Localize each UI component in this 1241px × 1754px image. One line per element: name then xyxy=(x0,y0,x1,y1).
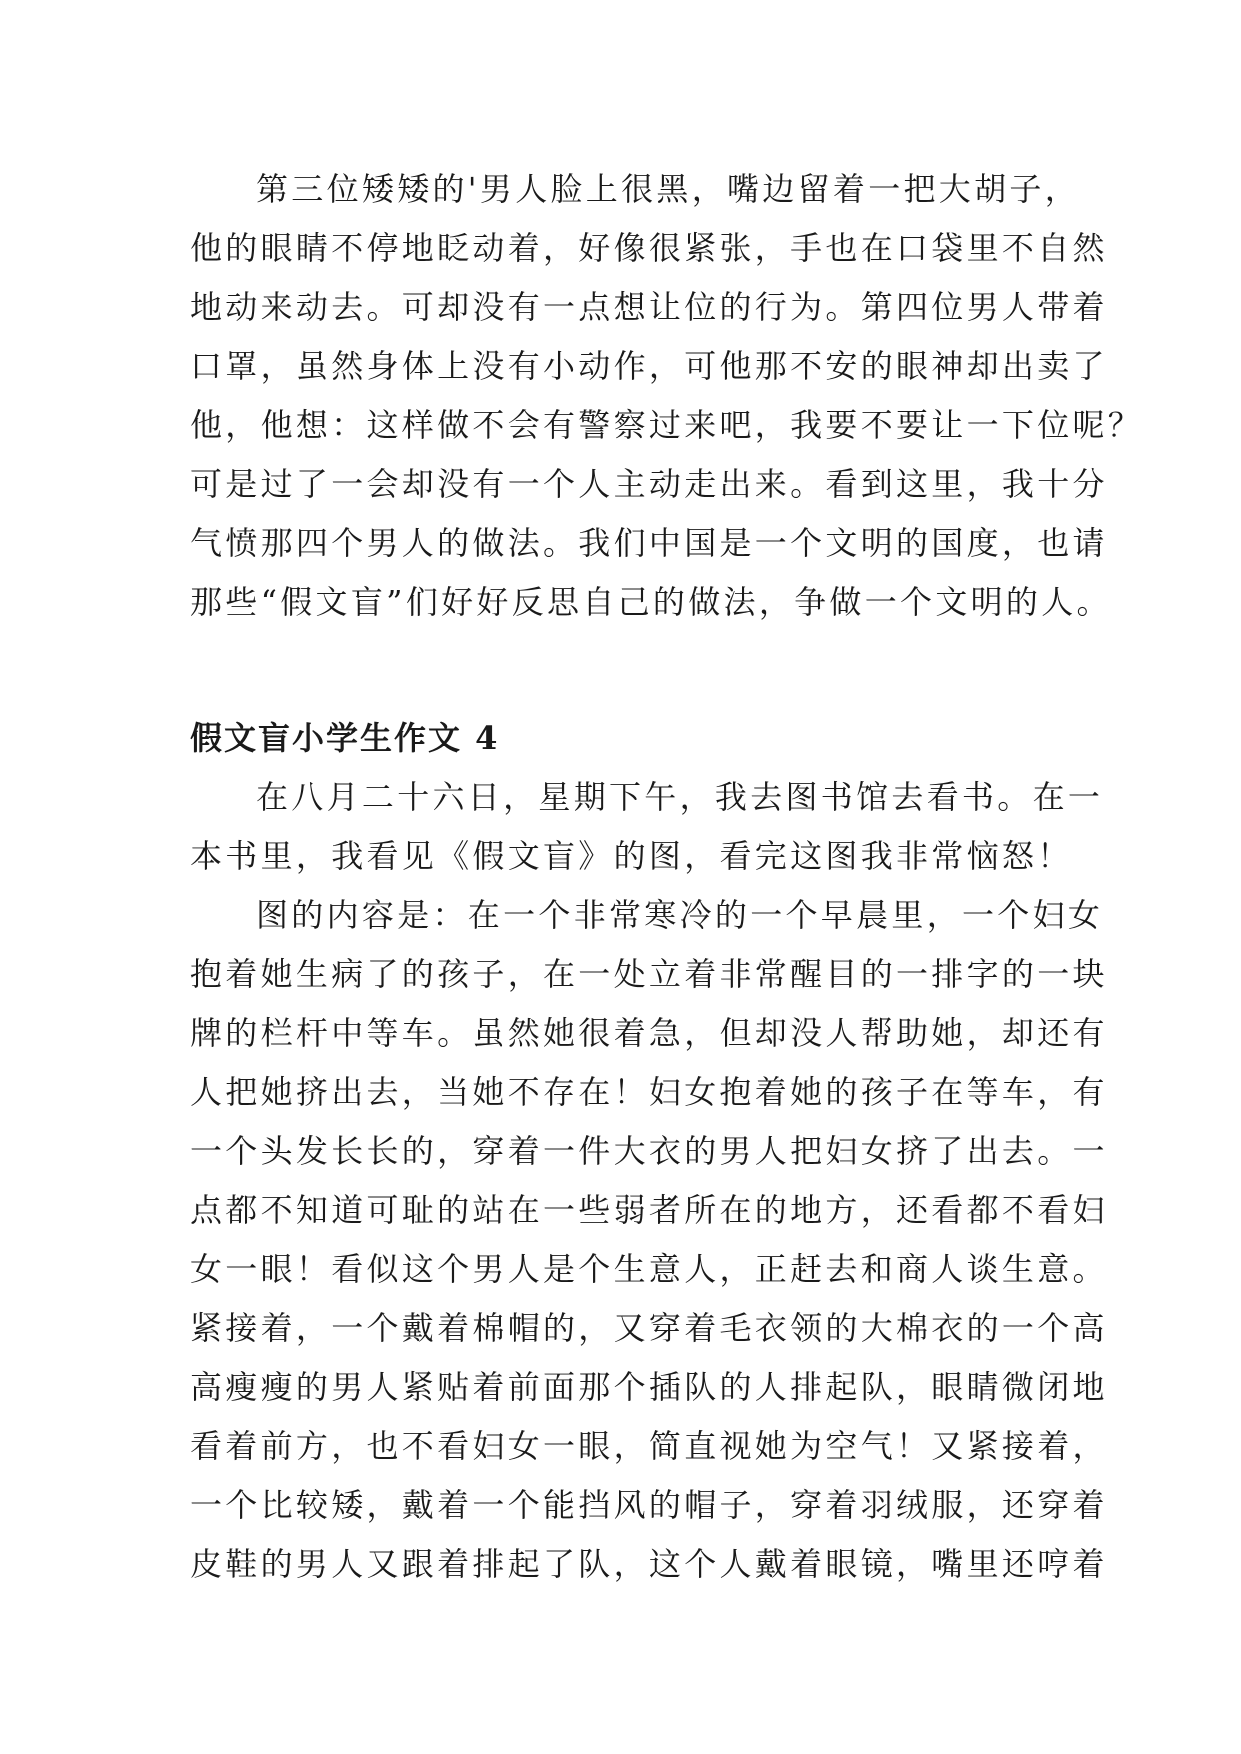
text-line: 人把她挤出去，当她不存在！妇女抱着她的孩子在等车，有 xyxy=(190,1073,1108,1111)
text-line: 牌的栏杆中等车。虽然她很着急，但却没人帮助她，却还有 xyxy=(190,1014,1108,1052)
paragraph-2 xyxy=(190,768,1104,886)
text-line: 一个比较矮，戴着一个能挡风的帽子，穿着羽绒服，还穿着 xyxy=(190,1486,1108,1524)
text-line: 图的内容是：在一个非常寒冷的一个早晨里，一个妇女 xyxy=(256,896,1104,934)
text-line: 本书里，我看见《假文盲》的图，看完这图我非常恼怒！ xyxy=(190,837,1073,875)
text-line: 皮鞋的男人又跟着排起了队，这个人戴着眼镜，嘴里还哼着 xyxy=(190,1545,1108,1583)
text-line: 紧接着，一个戴着棉帽的，又穿着毛衣领的大棉衣的一个高 xyxy=(190,1309,1108,1347)
text-line: 口罩，虽然身体上没有小动作，可他那不安的眼神却出卖了 xyxy=(190,347,1108,385)
document-page xyxy=(190,160,1144,1594)
paragraph-1 xyxy=(190,160,1144,632)
text-line: 点都不知道可耻的站在一些弱者所在的地方，还看都不看妇 xyxy=(190,1191,1108,1229)
text-line: 那些“假文盲”们好好反思自己的做法，争做一个文明的人。 xyxy=(190,583,1112,621)
text-line: 高瘦瘦的男人紧贴着前面那个插队的人排起队，眼睛微闭地 xyxy=(190,1368,1108,1406)
section-heading: 假文盲小学生作文 4 xyxy=(190,719,500,757)
section-spacer xyxy=(190,632,1090,709)
text-line: 看着前方，也不看妇女一眼，简直视她为空气！又紧接着， xyxy=(190,1427,1108,1465)
text-line: 他，他想：这样做不会有警察过来吧，我要不要让一下位呢？ xyxy=(190,406,1144,444)
text-line: 他的眼睛不停地眨动着，好像很紧张，手也在口袋里不自然 xyxy=(190,229,1108,267)
text-line: 在八月二十六日，星期下午，我去图书馆去看书。在一 xyxy=(256,778,1104,816)
text-line: 一个头发长长的，穿着一件大衣的男人把妇女挤了出去。一 xyxy=(190,1132,1108,1170)
paragraph-3 xyxy=(190,886,1108,1594)
text-line: 女一眼！看似这个男人是个生意人，正赶去和商人谈生意。 xyxy=(190,1250,1108,1288)
text-line: 可是过了一会却没有一个人主动走出来。看到这里，我十分 xyxy=(190,465,1108,503)
text-line: 气愤那四个男人的做法。我们中国是一个文明的国度，也请 xyxy=(190,524,1108,562)
text-line: 抱着她生病了的孩子，在一处立着非常醒目的一排字的一块 xyxy=(190,955,1108,993)
text-line: 地动来动去。可却没有一点想让位的行为。第四位男人带着 xyxy=(190,288,1108,326)
text-line: 第三位矮矮的'男人脸上很黑，嘴边留着一把大胡子， xyxy=(256,170,1080,208)
